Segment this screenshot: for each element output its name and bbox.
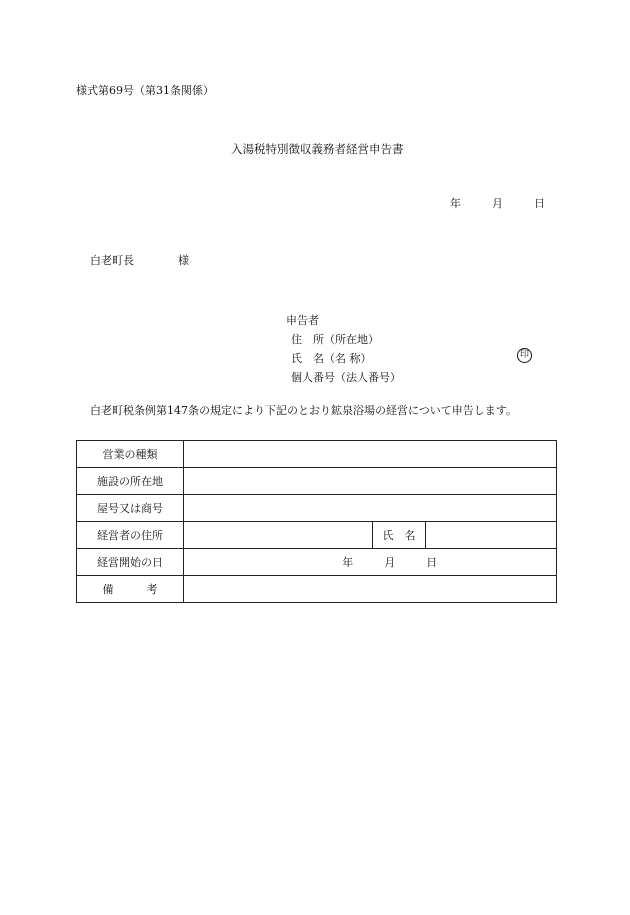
table-row xyxy=(77,549,557,576)
table-row xyxy=(77,576,557,603)
trade-name-field[interactable] xyxy=(184,495,557,522)
submission-date xyxy=(450,197,545,211)
seal-mark: 印 xyxy=(517,348,532,363)
start-date-day: 日 xyxy=(426,556,438,569)
form-number: 様式第69号（第31条関係） xyxy=(76,84,214,97)
date-month: 月 xyxy=(492,197,503,210)
declaration-table xyxy=(76,440,557,603)
remarks-field[interactable] xyxy=(184,576,557,603)
facility-location-label: 施設の所在地 xyxy=(77,468,184,495)
table-row xyxy=(77,495,557,522)
remarks-label: 備 考 xyxy=(77,576,184,603)
addressee-name: 白老町長 xyxy=(90,254,134,267)
declaration-statement: 白老町税条例第147条の規定により下記のとおり鉱泉浴場の経営について申告します。 xyxy=(90,404,517,417)
applicant-block xyxy=(286,311,401,387)
applicant-address-label: 住 所（所在地） xyxy=(291,333,379,346)
date-year: 年 xyxy=(450,197,461,210)
addressee xyxy=(90,254,189,268)
start-date-label: 経営開始の日 xyxy=(77,549,184,576)
business-type-label: 営業の種類 xyxy=(77,441,184,468)
trade-name-label: 屋号又は商号 xyxy=(77,495,184,522)
addressee-honorific: 様 xyxy=(178,254,189,267)
document-title: 入湯税特別徴収義務者経営申告書 xyxy=(231,142,404,156)
table-row xyxy=(77,441,557,468)
facility-location-field[interactable] xyxy=(184,468,557,495)
date-day: 日 xyxy=(534,197,545,210)
table-row xyxy=(77,468,557,495)
start-date-field[interactable] xyxy=(184,549,557,576)
table-row xyxy=(77,522,557,549)
operator-address-field[interactable] xyxy=(184,522,373,549)
operator-name-field[interactable] xyxy=(426,522,557,549)
business-type-field[interactable] xyxy=(184,441,557,468)
applicant-heading: 申告者 xyxy=(286,314,319,327)
applicant-name-label: 氏 名（名 称） xyxy=(291,352,372,365)
start-date-year: 年 xyxy=(342,556,354,569)
start-date-month: 月 xyxy=(384,556,396,569)
applicant-number-label: 個人番号（法人番号） xyxy=(291,371,401,384)
operator-name-label: 氏 名 xyxy=(373,522,426,549)
operator-address-label: 経営者の住所 xyxy=(77,522,184,549)
